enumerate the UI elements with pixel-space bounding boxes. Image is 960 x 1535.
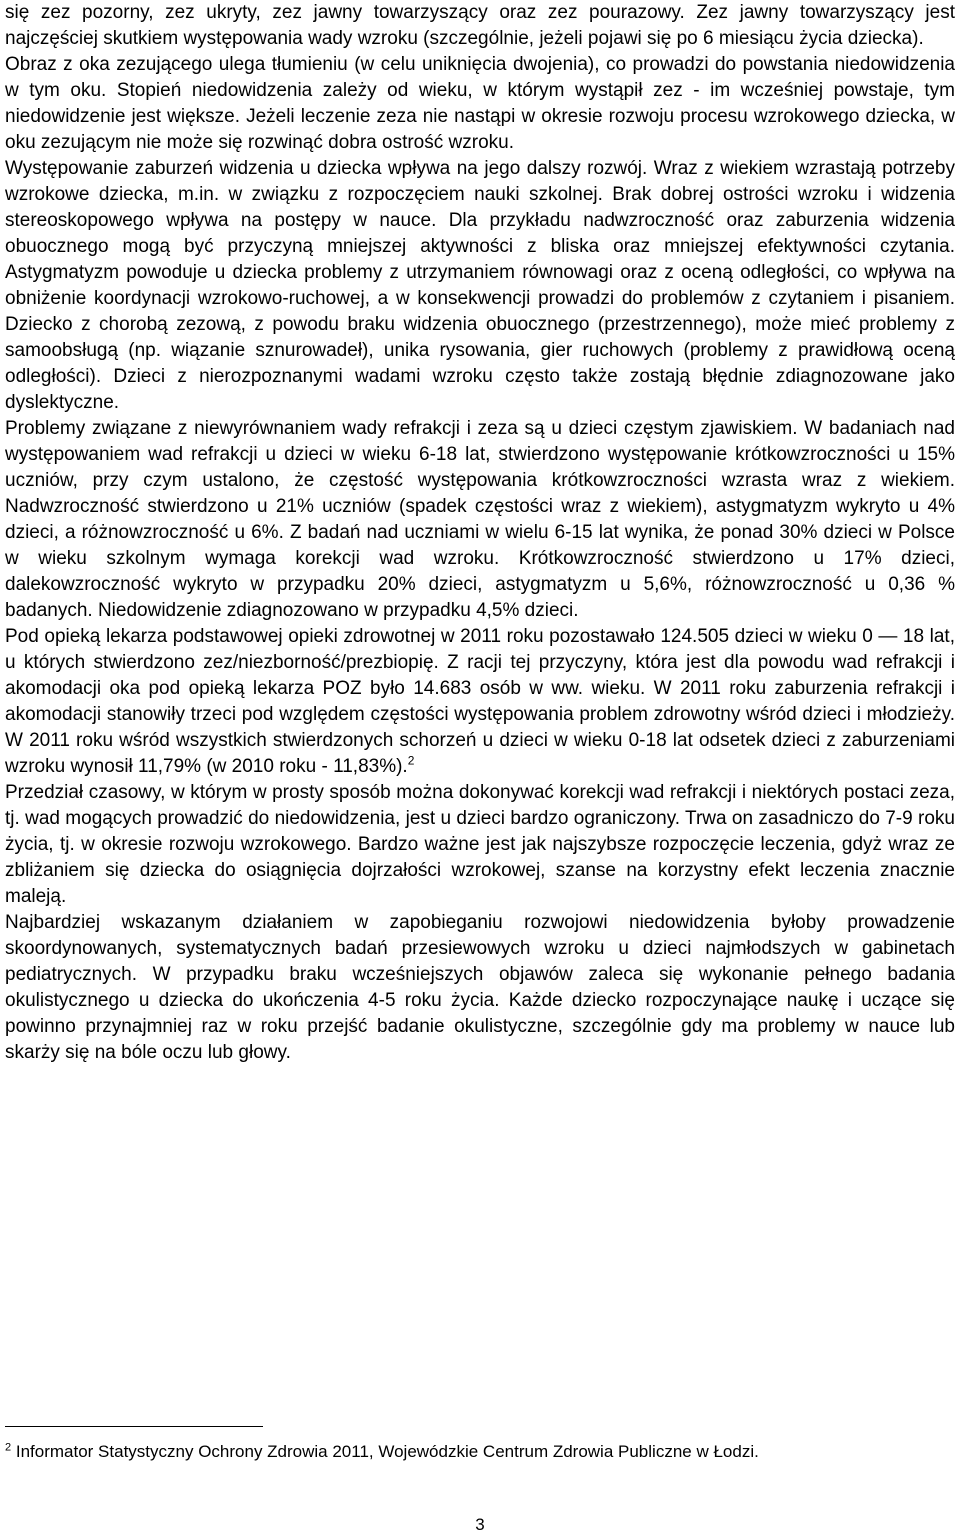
footnote-divider xyxy=(5,1426,263,1427)
paragraph-amblyopia xyxy=(5,52,955,156)
paragraph-text: Pod opieką lekarza podstawowej opieki zdrowotnej w 2011 roku pozostawało 124.505 dzieci w wieku 0 — 18 lat, u których stwierdzono zez/niezborność/prezbiopię. Z racji tej przyczyny, która jest dla powodu wad refrakcji i akomodacji oka pod opieką lekarza POZ było 14.683 osób w ww. wieku. W 2011 roku zaburzenia refrakcji i akomodacji stanowiły trzeci pod względem częstości występowania problem zdrowotny wśród dzieci i młodzieży. W 2011 roku wśród wszystkich stwierdzonych schorzeń u dzieci w wieku 0-18 lat odsetek dzieci z zaburzeniami wzroku wynosił 11,79% (w 2010 roku - 11,83%). xyxy=(5,626,955,777)
paragraph-text: Występowanie zaburzeń widzenia u dziecka wpływa na jego dalszy rozwój. Wraz z wiekiem wzrastają potrzeby wzrokowe dziecka, m.in. w związku z rozpoczęciem nauki szkolnej. Brak dobrej ostrości wzroku i widzenia stereoskopowego wpływa na postępy w nauce. Dla przykładu nadwzroczność oraz zaburzenia widzenia obuocznego mogą być przyczyną mniejszej aktywności z bliska oraz mniejszej efektywności czytania. Astygmatyzm powoduje u dziecka problemy z utrzymaniem równowagi oraz z oceną odległości, co wpływa na obniżenie koordynacji wzrokowo-ruchowej, a w konsekwencji prowadzi do problemów z czytaniem i pisaniem. Dziecko z chorobą zezową, z powodu braku widzenia obuocznego (przestrzennego), może mieć problemy z samoobsługą (np. wiązanie sznurowadeł), unika rysowania, gier ruchowych (problemy z prawidłową oceną odległości). Dzieci z nierozpoznanymi wadami wzroku często także zostają błędnie zdiagnozowane jako dyslektyczne. xyxy=(5,158,955,413)
paragraph-text: się zez pozorny, zez ukryty, zez jawny towarzyszący oraz zez pourazowy. Zez jawny towarzyszący jest najczęściej skutkiem występowania wady wzroku (szczególnie, jeżeli pojawi się po 6 miesiącu życia dziecka). xyxy=(5,2,955,49)
paragraph-strabismus-types xyxy=(5,0,955,52)
paragraph-poz-care-statistics xyxy=(5,624,955,780)
footnote xyxy=(5,1440,955,1464)
footnote-reference[interactable]: 2 xyxy=(407,753,415,768)
page-number: 3 xyxy=(475,1515,485,1534)
paragraph-treatment-window xyxy=(5,780,955,910)
paragraph-development-impact xyxy=(5,156,955,416)
paragraph-text: Problemy związane z niewyrównaniem wady refrakcji i zeza są u dzieci częstym zjawiskiem. W badaniach nad występowaniem wad refrakcji u dzieci w wieku 6-18 lat, stwierdzono występowanie krótkowzroczności u 15% uczniów, przy czym ustalono, że częstość występowania krótkowzroczności wzrasta wraz z wiekiem. Nadwzroczność stwierdzono u 21% uczniów (spadek częstości wraz z wiekiem), astygmatyzm wykryto u 4% dzieci, a różnowzroczność u 6%. Z badań nad uczniami w wielu 6-15 lat wynika, że ponad 30% dzieci w Polsce w wieku szkolnym wymaga korekcji wad wzroku. Krótkowzroczność stwierdzono u 17% dzieci, dalekowzroczność wykryto w przypadku 20% dzieci, astygmatyzm u 5,6%, różnowzroczność u 0,36 % badanych. Niedowidzenie zdiagnozowano w przypadku 4,5% dzieci. xyxy=(5,418,955,621)
paragraph-screening-recommendation xyxy=(5,910,955,1066)
paragraph-refraction-statistics xyxy=(5,416,955,624)
footnote-mark: 2 xyxy=(5,1441,12,1454)
footnote-text: Informator Statystyczny Ochrony Zdrowia 2011, Wojewódzkie Centrum Zdrowia Publiczne w Łodzi. xyxy=(15,1442,759,1461)
paragraph-text: Obraz z oka zezującego ulega tłumieniu (w celu uniknięcia dwojenia), co prowadzi do powstania niedowidzenia w tym oku. Stopień niedowidzenia zależy od wieku, w którym wystąpił zez - im wcześniej powstaje, tym niedowidzenie jest większe. Jeżeli leczenie zeza nie nastąpi w okresie rozwoju procesu wzrokowego dziecka, w oku zezującym nie może się rozwinąć dobra ostrość wzroku. xyxy=(5,54,955,153)
document-body xyxy=(5,0,955,1066)
paragraph-text: Przedział czasowy, w którym w prosty sposób można dokonywać korekcji wad refrakcji i niektórych postaci zeza, tj. wad mogących prowadzić do niedowidzenia, jest u dzieci bardzo ograniczony. Trwa on zasadniczo do 7-9 roku życia, tj. w okresie rozwoju wzrokowego. Bardzo ważne jest jak najszybsze rozpoczęcie leczenia, gdyż wraz ze zbliżaniem się dziecka do osiągnięcia dojrzałości wzrokowej, szanse na korzystny efekt leczenia znacznie maleją. xyxy=(5,782,955,907)
paragraph-text: Najbardziej wskazanym działaniem w zapobieganiu rozwojowi niedowidzenia byłoby prowadzenie skoordynowanych, systematycznych badań przesiewowych wzroku u dzieci najmłodszych w gabinetach pediatrycznych. W przypadku braku wcześniejszych objawów zaleca się wykonanie pełnego badania okulistycznego u dziecka do ukończenia 4-5 roku życia. Każde dziecko rozpoczynające naukę i uczące się powinno przynajmniej raz w roku przejść badanie okulistyczne, szczególnie gdy ma problemy w nauce lub skarży się na bóle oczu lub głowy. xyxy=(5,912,955,1063)
